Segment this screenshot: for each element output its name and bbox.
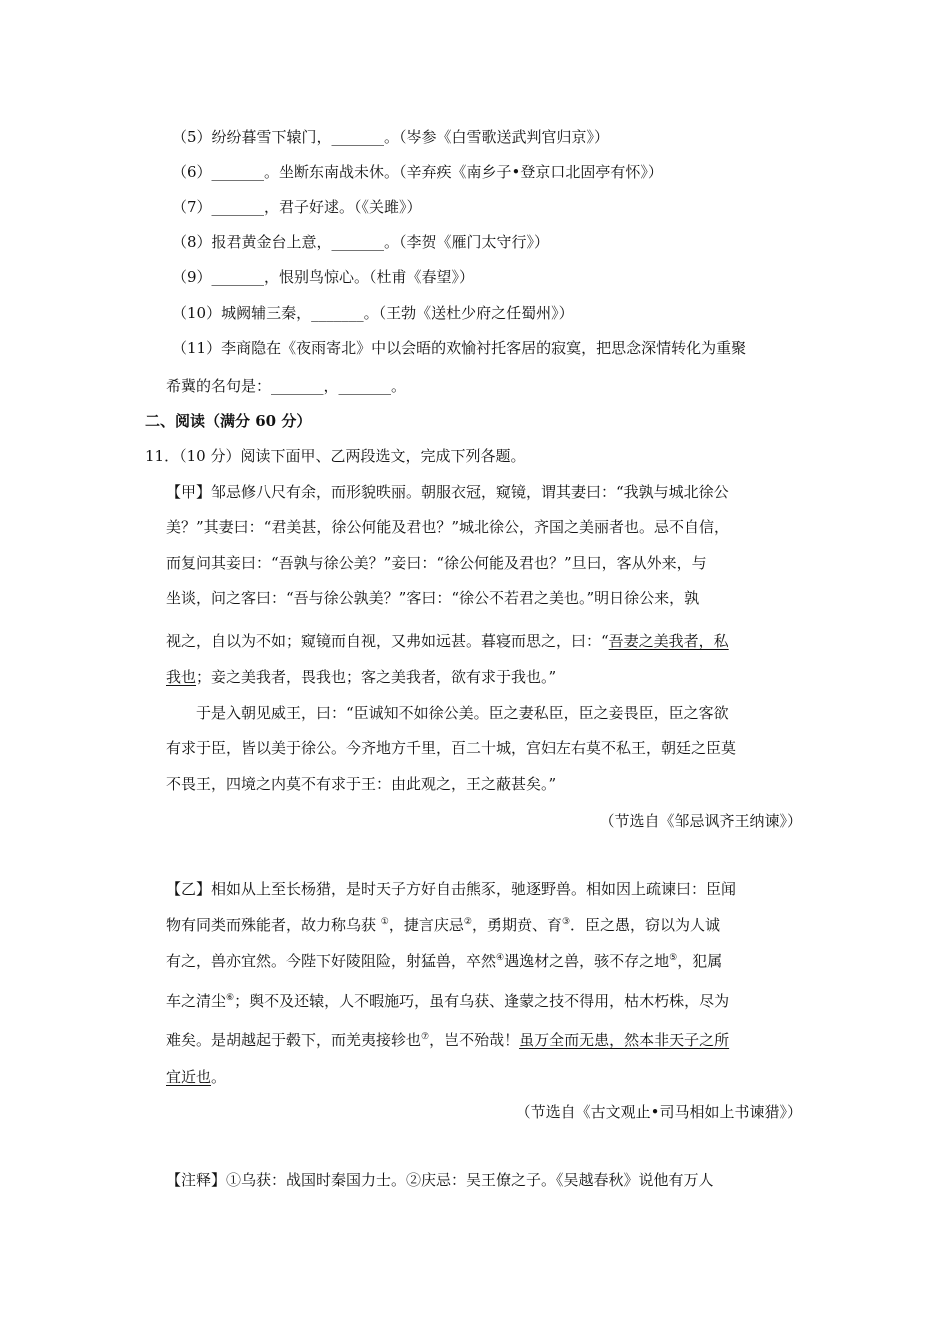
jia-line-8: 有求于臣，皆以美于徐公。今齐地方千里，百二十城，宫妇左右莫不私王，朝廷之臣莫	[166, 739, 737, 757]
text-run: ，岂不殆哉！	[429, 1031, 520, 1049]
item-text: 李商隐在《夜雨寄北》中以会晤的欢愉衬托客居的寂寞，把思念深情转化为重聚	[221, 339, 747, 357]
poem-line-5	[172, 127, 609, 147]
text-run: 视之，自以为不如；窥镜而自视，又弗如远甚。暮寝而思之，曰：“	[166, 632, 609, 650]
jia-line-6	[166, 667, 556, 687]
footnote-marker: ⑤	[669, 953, 678, 963]
item-number: （6）	[172, 163, 212, 181]
poem-line-8	[172, 232, 549, 252]
item-number: （8）	[172, 233, 212, 251]
item-number: （7）	[172, 198, 212, 216]
item-number: （9）	[172, 268, 212, 286]
jia-source: （节选自《邹忌讽齐王纳谏》）	[599, 812, 802, 830]
text-run: 难矣。是胡越起于毂下，而羌夷接轸也	[166, 1031, 422, 1049]
jia-line-1: 【甲】邹忌修八尺有余，而形貌昳丽。朝服衣冠，窥镜，谓其妻曰：“我孰与城北徐公	[166, 483, 729, 501]
item-text: _______，君子好逑。（《关雎》）	[211, 198, 422, 216]
jia-line-9: 不畏王，四境之内莫不有求于王：由此观之，王之蔽甚矣。”	[166, 775, 557, 793]
underlined-sentence: 我也	[166, 668, 197, 686]
yi-line-2	[166, 915, 720, 935]
poem-line-9	[172, 267, 474, 287]
yi-line-4	[166, 991, 729, 1011]
item-number: （10）	[172, 304, 222, 322]
text-run: 物有同类而殊能者，故力称乌获	[166, 916, 381, 934]
footnote-marker: ⑥	[226, 993, 235, 1003]
text-run: ，勇期贲、育	[471, 916, 562, 934]
poem-line-10	[172, 303, 574, 323]
poem-line-7	[172, 197, 422, 217]
annotation-line: 【注释】①乌获：战国时秦国力士。②庆忌：吴王僚之子。《吴越春秋》说他有万人	[166, 1171, 714, 1189]
jia-line-3: 而复问其妾曰：“吾孰与徐公美？”妾曰：“徐公何能及君也？”旦曰，客从外来，与	[166, 554, 707, 572]
jia-line-7: 于是入朝见威王，曰：“臣诚知不如徐公美。臣之妻私臣，臣之妾畏臣，臣之客欲	[196, 704, 729, 722]
text-run: ．臣之愚，窃以为人诚	[570, 916, 721, 934]
footnote-marker: ③	[561, 917, 571, 927]
yi-line-1: 【乙】相如从上至长杨猎，是时天子方好自击熊豕，驰逐野兽。相如因上疏谏曰：臣闻	[166, 880, 737, 898]
item-text: 纷纷暮雪下辕门，_______。（岑参《白雪歌送武判官归京》）	[211, 128, 610, 146]
yi-line-5	[166, 1030, 729, 1050]
item-text: 报君黄金台上意，_______。（李贺《雁门太守行》）	[211, 233, 550, 251]
underlined-sentence: 吾妻之美我者，私	[608, 632, 729, 650]
question-11: 11．（10 分）阅读下面甲、乙两段选文，完成下列各题。	[145, 447, 526, 465]
text-run: ，犯属	[677, 952, 723, 970]
item-text: _______。坐断东南战未休。（辛弃疾《南乡子•登京口北固亭有怀》）	[211, 163, 663, 181]
item-text: _______，恨别鸟惊心。（杜甫《春望》）	[211, 268, 475, 286]
yi-line-6	[166, 1067, 226, 1087]
poem-line-11	[172, 338, 746, 358]
text-run: 车之清尘	[166, 992, 227, 1010]
footnote-marker: ④	[496, 953, 505, 963]
item-text: 城阙辅三秦，_______。（王勃《送杜少府之任蜀州》）	[221, 304, 574, 322]
poem-line-11-cont: 希冀的名句是：_______，_______。	[166, 377, 407, 395]
jia-line-5	[166, 631, 729, 651]
poem-line-6	[172, 162, 663, 182]
text-run: 有之，兽亦宜然。今陛下好陵阻险，射猛兽，卒然	[166, 952, 497, 970]
footnote-marker: ⑦	[421, 1032, 430, 1042]
jia-line-4: 坐谈，问之客曰：“吾与徐公孰美？”客曰：“徐公不若君之美也。”明日徐公来，孰	[166, 589, 700, 607]
text-run: 遇逸材之兽，骇不存之地	[504, 952, 670, 970]
text-run: ；妾之美我者，畏我也；客之美我者，欲有求于我也。”	[196, 668, 557, 686]
underlined-sentence: 宜近也	[166, 1068, 212, 1086]
underlined-sentence: 虽万全而无患，然本非天子之所	[519, 1031, 730, 1049]
item-number: （5）	[172, 128, 212, 146]
item-number: （11）	[172, 339, 222, 357]
jia-line-2: 美？”其妻曰：“君美甚，徐公何能及君也？”城北徐公，齐国之美丽者也。忌不自信，	[166, 518, 730, 536]
text-run: ，捷言庆忌	[388, 916, 464, 934]
section-heading: 二、阅读（满分 60 分）	[145, 412, 312, 430]
yi-source: （节选自《古文观止•司马相如上书谏猎》）	[515, 1103, 802, 1121]
footnote-marker: ②	[463, 917, 472, 927]
text-run: ；舆不及还辕，人不暇施巧，虽有乌获、逢蒙之技不得用，枯木朽株，尽为	[234, 992, 730, 1010]
yi-line-3	[166, 951, 722, 971]
footnote-marker: ①	[380, 917, 389, 927]
text-run: 。	[211, 1068, 227, 1086]
